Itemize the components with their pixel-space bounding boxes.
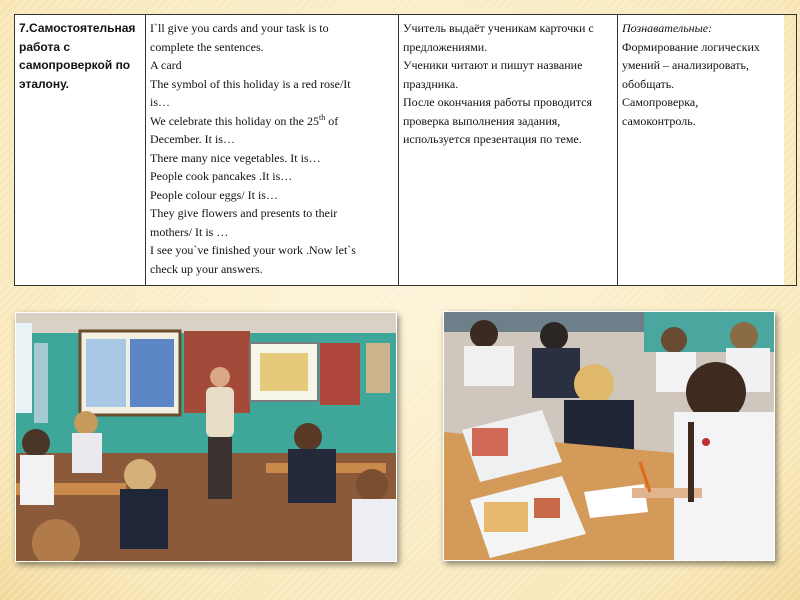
speech-line: A card bbox=[150, 58, 182, 72]
stage-line: самопроверкой по bbox=[19, 58, 131, 72]
speech-line: People colour eggs/ It is… bbox=[150, 187, 278, 202]
speech-line: December. It is… bbox=[150, 132, 235, 146]
activity-line: праздника. bbox=[403, 76, 459, 91]
lesson-plan-table bbox=[14, 14, 797, 286]
students-writing-photo bbox=[443, 311, 775, 561]
speech-line: check up your answers. bbox=[150, 261, 263, 276]
teacher-speech-cell bbox=[146, 15, 399, 286]
uud-line: умений – анализировать, bbox=[622, 58, 750, 72]
speech-line: The symbol of this holiday is a red rose/It bbox=[150, 76, 351, 91]
table-row bbox=[15, 15, 797, 286]
speech-line-date bbox=[150, 112, 394, 131]
speech-line: is… bbox=[150, 95, 171, 109]
activity-line: предложениями. bbox=[403, 39, 488, 54]
uud-cell bbox=[618, 15, 797, 286]
speech-line: They give flowers and presents to their bbox=[150, 206, 338, 220]
date-superscript: th bbox=[318, 112, 326, 122]
speech-line: There many nice vegetables. It is… bbox=[150, 150, 321, 165]
speech-line: mothers/ It is … bbox=[150, 224, 229, 239]
activity-line: Учитель выдаёт ученикам карточки с bbox=[403, 21, 594, 35]
activity-line: проверка выполнения задания, bbox=[403, 113, 561, 128]
activity-line: Ученики читают и пишут название bbox=[403, 58, 583, 72]
activity-line: используется презентация по теме. bbox=[403, 132, 582, 146]
speech-line: People cook pancakes .It is… bbox=[150, 169, 293, 183]
speech-line: complete the sentences. bbox=[150, 39, 264, 54]
stage-line: эталону. bbox=[19, 76, 70, 91]
classroom-teacher-photo bbox=[15, 312, 397, 562]
uud-heading: Познавательные: bbox=[622, 21, 713, 35]
uud-line: Самопроверка, bbox=[622, 95, 699, 109]
classroom-scene-illustration bbox=[16, 313, 396, 561]
activity-line: После окончания работы проводится bbox=[403, 95, 592, 109]
stage-cell bbox=[15, 15, 146, 286]
lesson-plan-table-wrapper bbox=[14, 14, 784, 286]
date-suffix: of bbox=[325, 113, 339, 128]
students-writing-illustration bbox=[444, 312, 774, 560]
activity-cell bbox=[399, 15, 618, 286]
stage-line: 7.Самостоятельная bbox=[19, 21, 136, 35]
speech-line: I see you`ve finished your work .Now let`s bbox=[150, 243, 356, 257]
uud-line: самоконтроль. bbox=[622, 113, 696, 128]
speech-line: I`ll give you cards and your task is to bbox=[150, 21, 329, 35]
speech-line-date-text: We celebrate this holiday on the 25 bbox=[150, 113, 319, 128]
stage-line: работа с bbox=[19, 39, 71, 54]
uud-line: обобщать. bbox=[622, 76, 675, 91]
uud-line: Формирование логических bbox=[622, 39, 760, 54]
